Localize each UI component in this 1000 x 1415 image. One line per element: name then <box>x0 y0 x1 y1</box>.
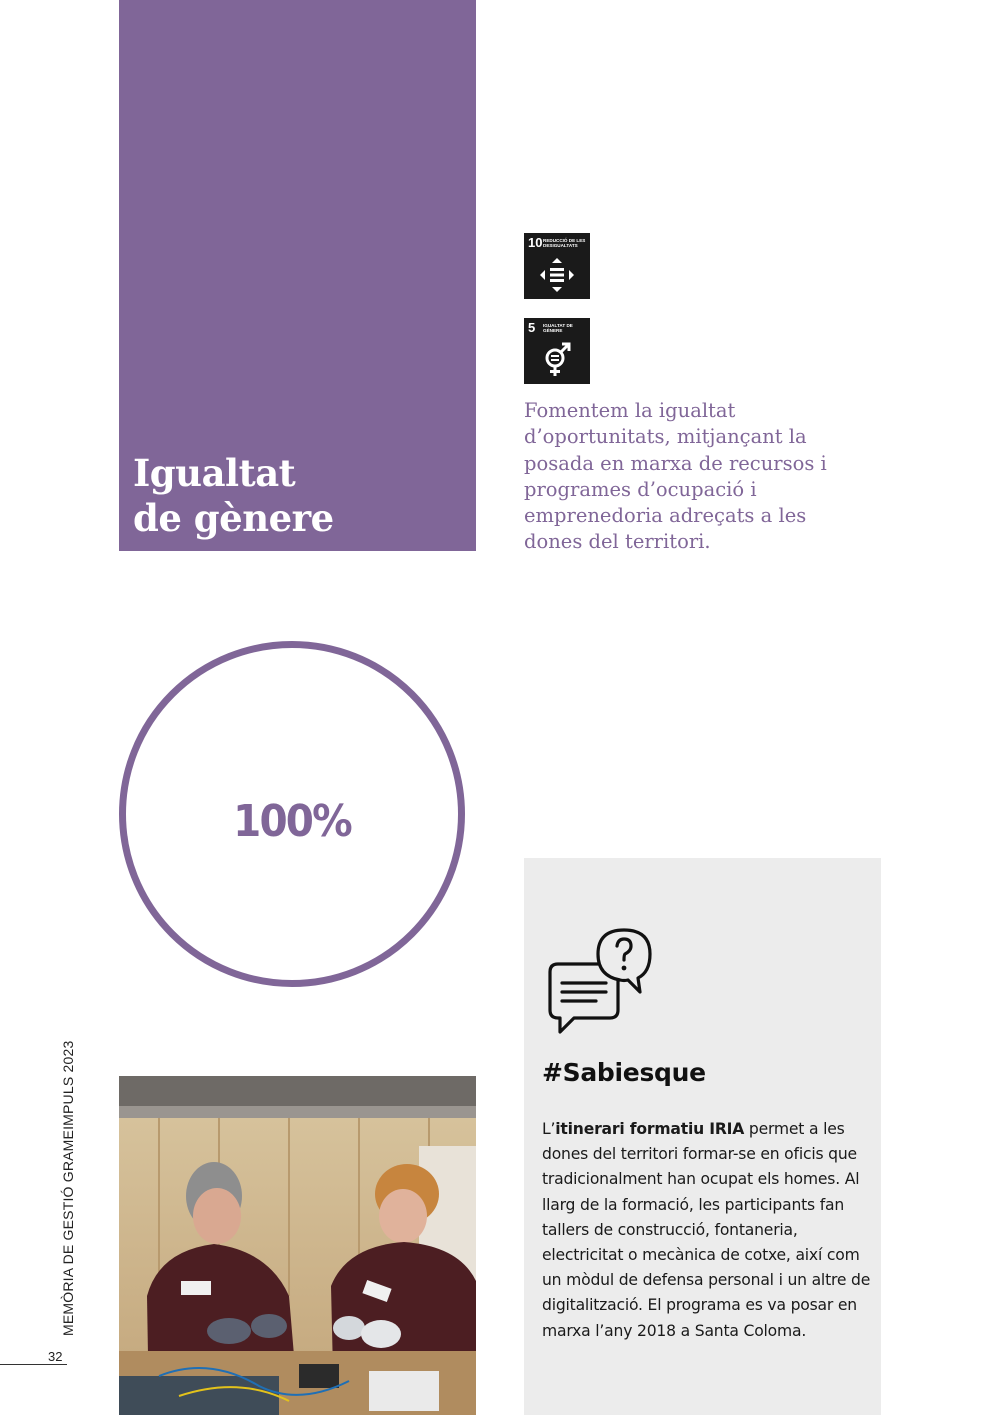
did-you-know-body <box>542 1117 877 1344</box>
body-rest: permet a les dones del territori formar-se en oficis que tradicionalment han ocupat els homes. Al llarg de la formació, les participants fan tallers de construcció, fontaneria, electricitat o mecànica de cotxe, així com un mòdul de defensa personal i un altre de digitalització. El programa es va posar en marxa l’any 2018 a Santa Coloma. <box>542 1120 871 1340</box>
sdg-label: IGUALTAT DE GÈNERE <box>543 323 573 334</box>
page-title-line2: de gènere <box>133 496 334 540</box>
intro-text: Fomentem la igualtat d’oportunitats, mitjançant la posada en marxa de recursos i programes d’ocupació i emprenedoria adreçats a les dones del territori. <box>524 399 827 554</box>
body-prefix: L’ <box>542 1120 556 1138</box>
workshop-photo <box>119 1076 476 1415</box>
did-you-know-box <box>524 858 881 1415</box>
hero-block <box>119 0 476 551</box>
page-number-rule <box>0 1364 67 1365</box>
inequality-arrows-icon <box>539 257 575 293</box>
chat-question-icon <box>540 926 652 1038</box>
did-you-know-title: #Sabiesque <box>542 1058 706 1087</box>
sdg-10-badge <box>524 233 590 299</box>
sdg-5-badge <box>524 318 590 384</box>
workshop-photo-illustration <box>119 1076 476 1415</box>
page-title <box>133 451 334 541</box>
body-highlight: itinerari formatiu IRIA <box>555 1120 745 1138</box>
page-number: 32 <box>48 1349 63 1364</box>
sdg-number: 5 <box>528 320 536 335</box>
document-side-label: MEMÒRIA DE GESTIÓ GRAMEIMPULS 2023 <box>60 1040 76 1336</box>
page-title-line1: Igualtat <box>133 451 296 495</box>
stat-value: 100% <box>233 796 351 847</box>
stat-circle <box>119 641 465 987</box>
sdg-number: 10 <box>528 235 543 250</box>
sdg-label: REDUCCIÓ DE LES DESIGUALTATS <box>543 238 586 249</box>
gender-equality-icon <box>539 342 575 378</box>
